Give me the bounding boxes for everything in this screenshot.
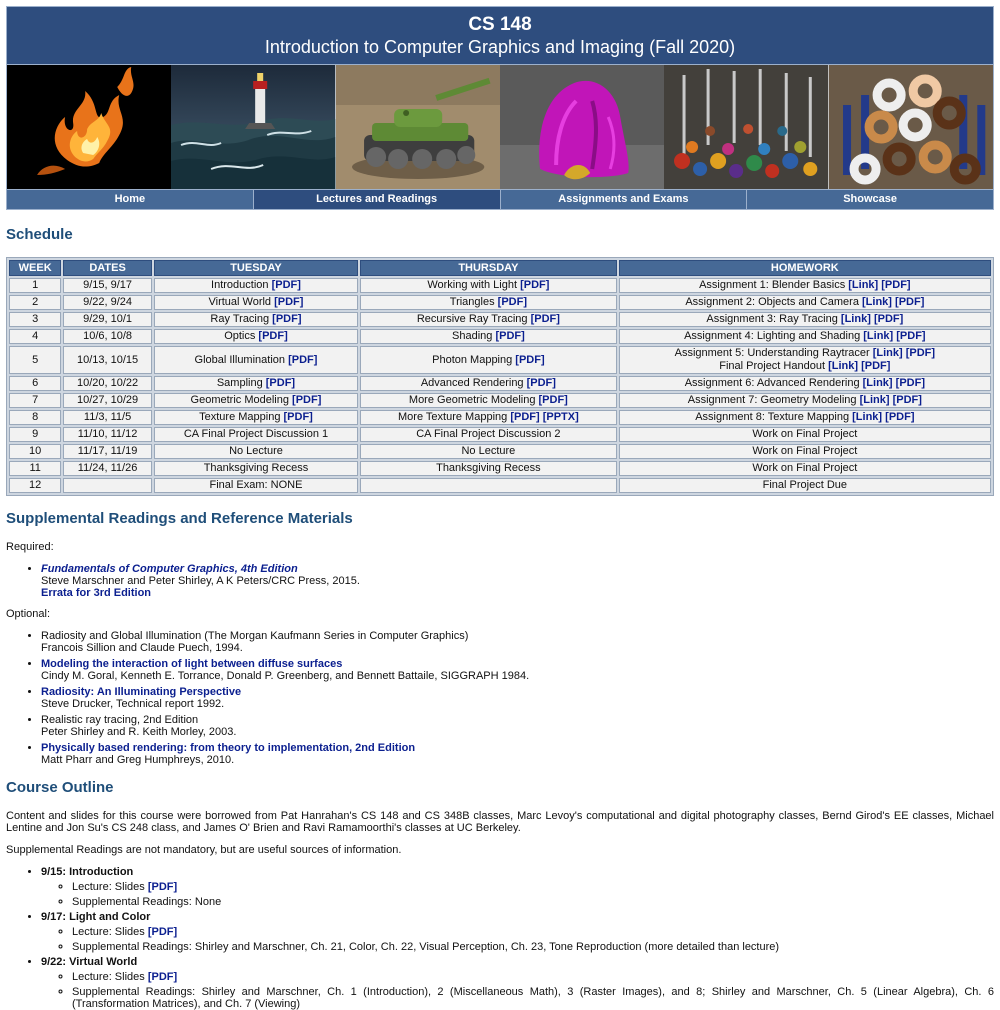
pdf-link[interactable]: [PDF] [288, 353, 318, 366]
dates-cell: 11/3, 11/5 [63, 410, 152, 425]
lecture-text: Lecture: Slides [72, 881, 148, 893]
tuesday-text: Final Exam: NONE [209, 479, 303, 491]
readings-line: ◦ Supplemental Readings: Shirley and Marschner, Ch. 1 (Introduction), 2 (Miscellaneous Math), 3 (Raster Images), and 8; Shirley and Marschner, Ch. 5 (Linear Algebra), Ch. 6 (Transformation Matrices), and Ch. 7 (Viewing) [72, 986, 994, 1010]
week-cell: 12 [9, 478, 61, 493]
tuesday-text: Texture Mapping [199, 411, 284, 423]
tuesday-cell [154, 329, 358, 344]
optional-list [6, 630, 994, 766]
tuesday-cell [154, 444, 358, 459]
header-thursday: THURSDAY [360, 260, 617, 276]
homework-text: Assignment 4: Lighting and Shading [684, 330, 864, 342]
homework-cell [619, 444, 991, 459]
thursday-text: No Lecture [461, 445, 516, 457]
pptx-link[interactable]: [PPTX] [542, 411, 579, 423]
errata-link[interactable]: Errata for 3rd Edition [41, 587, 152, 599]
homework-text: Assignment 1: Blender Basics [699, 279, 849, 291]
schedule-row [9, 444, 991, 459]
homework-text: Final Project Due [762, 479, 848, 491]
week-cell: 9 [9, 427, 61, 442]
link-link[interactable]: [Link] [863, 330, 894, 342]
week-cell: 8 [9, 410, 61, 425]
link-link[interactable]: [Link] [828, 360, 859, 372]
course-outline-heading: Course Outline [6, 779, 114, 796]
schedule-row [9, 312, 991, 327]
homework-text: Work on Final Project [752, 445, 858, 457]
slides-pdf-link[interactable]: [PDF] [147, 971, 178, 983]
homework-cell [619, 427, 991, 442]
pdf-link[interactable]: [PDF] [283, 411, 313, 423]
pdf-link[interactable]: [PDF] [896, 330, 926, 342]
thursday-text: Shading [452, 330, 496, 342]
course-banner [6, 6, 994, 65]
homework-text: Assignment 5: Understanding Raytracer [674, 347, 873, 359]
reference-item [41, 630, 994, 654]
schedule-row [9, 427, 991, 442]
homework-cell [619, 295, 991, 310]
lecture-line [72, 926, 994, 938]
homework-text: Assignment 2: Objects and Camera [685, 296, 863, 308]
homework-text: Assignment 8: Texture Mapping [695, 411, 853, 423]
tuesday-text: Introduction [211, 279, 272, 291]
image-strip [6, 65, 994, 189]
dates-cell: 9/15, 9/17 [63, 278, 152, 293]
schedule-body [9, 278, 991, 493]
week-cell: 5 [9, 346, 61, 374]
tuesday-text: Global Illumination [194, 353, 289, 366]
reference-item [41, 714, 994, 738]
week-cell: 6 [9, 376, 61, 391]
tuesday-cell [154, 295, 358, 310]
homework-cell [619, 376, 991, 391]
schedule-row [9, 478, 991, 493]
pdf-link[interactable]: [PDF] [892, 394, 922, 406]
thursday-cell [360, 278, 617, 293]
thursday-text: Recursive Ray Tracing [416, 313, 531, 325]
thursday-cell [360, 427, 617, 442]
header-week: WEEK [9, 260, 61, 276]
tuesday-cell [154, 376, 358, 391]
header-dates: DATES [63, 260, 152, 276]
nav-showcase[interactable]: Showcase [747, 190, 993, 209]
link-link[interactable]: [Link] [862, 296, 892, 308]
pdf-link[interactable]: [PDF] [515, 353, 545, 366]
outline-item [41, 866, 994, 908]
thursday-cell [360, 376, 617, 391]
week-cell: 3 [9, 312, 61, 327]
tank-image [336, 65, 500, 189]
slides-pdf-link[interactable]: [PDF] [147, 926, 178, 938]
homework-cell [619, 329, 991, 344]
nav-home[interactable]: Home [7, 190, 253, 209]
outline-sublist [41, 971, 994, 1010]
thursday-text: Advanced Rendering [420, 377, 527, 389]
thursday-text: Photon Mapping [432, 353, 516, 366]
outline-item [41, 956, 994, 1010]
lecture-text: Lecture: Slides [72, 971, 148, 983]
homework-cell [619, 346, 991, 374]
pdf-link[interactable]: [PDF] [538, 394, 568, 406]
pdf-link[interactable]: [PDF] [271, 279, 301, 291]
pdf-link[interactable]: [PDF] [265, 377, 296, 389]
pdf-link[interactable]: [PDF] [526, 377, 556, 389]
thursday-text: CA Final Project Discussion 2 [416, 428, 561, 440]
dates-cell: 10/13, 10/15 [63, 346, 152, 374]
thursday-cell [360, 329, 617, 344]
thursday-cell [360, 444, 617, 459]
outline-readings-note: Supplemental Readings are not mandatory, but are useful sources of information. [6, 844, 402, 856]
schedule-row [9, 393, 991, 408]
fire-image [7, 65, 171, 189]
readings-line: ◦ Supplemental Readings: Shirley and Marschner, Ch. 21, Color, Ch. 22, Visual Perception, Ch. 23, Tone Reproduction (more detailed than lecture) [72, 941, 994, 953]
outline-item [41, 911, 994, 953]
nav-assignments-and-exams[interactable]: Assignments and Exams [501, 190, 747, 209]
thursday-text: More Texture Mapping [398, 411, 511, 423]
tuesday-cell [154, 410, 358, 425]
lecture-line [72, 971, 994, 983]
pdf-link[interactable]: [PDF] [861, 360, 891, 372]
week-cell: 2 [9, 295, 61, 310]
dates-cell: 9/22, 9/24 [63, 295, 152, 310]
thursday-cell [360, 478, 617, 493]
schedule-row [9, 376, 991, 391]
reference-item [41, 742, 994, 766]
reference-title-link[interactable]: Modeling the interaction of light between diffuse surfaces [41, 658, 343, 670]
thursday-text: More Geometric Modeling [408, 394, 539, 406]
pdf-link[interactable]: [PDF] [510, 411, 540, 423]
schedule-row [9, 346, 991, 374]
tuesday-text: CA Final Project Discussion 1 [183, 428, 329, 440]
tuesday-text: Ray Tracing [210, 313, 273, 325]
outline-sublist [41, 881, 994, 908]
readings-line: ◦ Supplemental Readings: None [72, 896, 994, 908]
pdf-link[interactable]: [PDF] [530, 313, 560, 325]
thursday-text: Working with Light [427, 279, 521, 291]
dates-cell: 10/20, 10/22 [63, 376, 152, 391]
thursday-cell [360, 461, 617, 476]
tuesday-text: Virtual World [208, 296, 275, 308]
thursday-cell [360, 410, 617, 425]
reference-detail: Cindy M. Goral, Kenneth E. Torrance, Donald P. Greenberg, and Bennett Battaile, SIGGRAPH 1984. [41, 670, 530, 682]
reference-item [41, 658, 994, 682]
schedule-row [9, 278, 991, 293]
outline-item-title: 9/15: Introduction [41, 866, 134, 878]
homework-cell [619, 478, 991, 493]
link-link[interactable]: [Link] [862, 377, 893, 389]
homework-text: Assignment 6: Advanced Rendering [684, 377, 863, 389]
pdf-link[interactable]: [PDF] [274, 296, 304, 308]
pdf-link[interactable]: [PDF] [292, 394, 322, 406]
homework-text: Assignment 7: Geometry Modeling [687, 394, 860, 406]
tuesday-cell [154, 461, 358, 476]
course-title: CS 148 [468, 14, 532, 35]
lecture-text: Lecture: Slides [72, 926, 148, 938]
header-tuesday: TUESDAY [154, 260, 358, 276]
schedule-row [9, 329, 991, 344]
nav-lectures-and-readings[interactable]: Lectures and Readings [254, 190, 500, 209]
outline-sublist [41, 926, 994, 953]
reference-title: Radiosity and Global Illumination (The Morgan Kaufmann Series in Computer Graphics) [41, 630, 469, 642]
course-subtitle: Introduction to Computer Graphics and Imaging (Fall 2020) [264, 37, 736, 57]
tuesday-text: Optics [224, 330, 259, 342]
tuesday-cell [154, 346, 358, 374]
tuesday-cell [154, 427, 358, 442]
tuesday-cell [154, 478, 358, 493]
magenta-cloth-image [500, 65, 664, 189]
main-nav [6, 189, 994, 210]
outline-list [6, 866, 994, 1010]
week-cell: 7 [9, 393, 61, 408]
schedule-row [9, 461, 991, 476]
pdf-link[interactable]: [PDF] [272, 313, 302, 325]
week-cell: 4 [9, 329, 61, 344]
link-link[interactable]: [Link] [848, 279, 879, 291]
tuesday-cell [154, 393, 358, 408]
homework-cell [619, 410, 991, 425]
reference-detail: Steve Marschner and Peter Shirley, A K Peters/CRC Press, 2015. [41, 575, 360, 587]
week-cell: 1 [9, 278, 61, 293]
tuesday-cell [154, 312, 358, 327]
pdf-link[interactable]: [PDF] [495, 330, 525, 342]
thursday-text: Thanksgiving Recess [436, 462, 541, 474]
dates-cell: 11/24, 11/26 [63, 461, 152, 476]
reference-title-link[interactable]: Fundamentals of Computer Graphics, 4th Edition [41, 563, 298, 575]
toy-pile-image [664, 65, 828, 189]
homework-text: Work on Final Project [752, 462, 858, 474]
link-link[interactable]: [Link] [852, 411, 883, 423]
homework-cell [619, 393, 991, 408]
homework-text: Assignment 3: Ray Tracing [706, 313, 841, 325]
tuesday-cell [154, 278, 358, 293]
homework-cell [619, 278, 991, 293]
week-cell: 10 [9, 444, 61, 459]
reference-title: Realistic ray tracing, 2nd Edition [41, 714, 199, 726]
dates-cell: 11/10, 11/12 [63, 427, 152, 442]
tuesday-text: Sampling [216, 377, 266, 389]
reference-title-link[interactable]: Physically based rendering: from theory to implementation, 2nd Edition [41, 742, 416, 754]
thursday-cell [360, 312, 617, 327]
week-cell: 11 [9, 461, 61, 476]
homework-text: Final Project Handout [719, 360, 829, 372]
pdf-link[interactable]: [PDF] [885, 411, 915, 423]
reference-title-link[interactable]: Radiosity: An Illuminating Perspective [41, 686, 242, 698]
link-link[interactable]: [Link] [859, 394, 890, 406]
homework-cell [619, 461, 991, 476]
pdf-link[interactable]: [PDF] [895, 377, 925, 389]
pdf-link[interactable]: [PDF] [905, 347, 936, 359]
tuesday-text: Geometric Modeling [190, 394, 293, 406]
homework-text: Work on Final Project [752, 428, 858, 440]
thursday-cell [360, 295, 617, 310]
schedule-heading: Schedule [6, 226, 73, 243]
schedule-row [9, 410, 991, 425]
schedule-header-row [9, 260, 991, 276]
supplemental-heading: Supplemental Readings and Reference Materials [6, 510, 353, 527]
schedule-row [9, 295, 991, 310]
pdf-link[interactable]: [PDF] [497, 296, 527, 308]
pdf-link[interactable]: [PDF] [873, 313, 904, 325]
dates-cell: 10/27, 10/29 [63, 393, 152, 408]
reference-detail: Matt Pharr and Greg Humphreys, 2010. [41, 754, 235, 766]
tuesday-text: No Lecture [229, 445, 283, 457]
link-link[interactable]: [Link] [840, 313, 871, 325]
reference-detail: Peter Shirley and R. Keith Morley, 2003. [41, 726, 237, 738]
slides-pdf-link[interactable]: [PDF] [147, 881, 178, 893]
dates-cell [63, 478, 152, 493]
dates-cell: 9/29, 10/1 [63, 312, 152, 327]
required-label: Required: [6, 541, 54, 553]
required-list [6, 563, 994, 599]
reference-item [41, 686, 994, 710]
reference-item [41, 563, 994, 599]
pdf-link[interactable]: [PDF] [881, 279, 911, 291]
homework-cell [619, 312, 991, 327]
outline-item-title: 9/17: Light and Color [41, 911, 151, 923]
donut-pile-image [829, 65, 993, 189]
dates-cell: 11/17, 11/19 [63, 444, 152, 459]
tuesday-text: Thanksgiving Recess [203, 462, 309, 474]
schedule-table [6, 257, 994, 496]
lecture-line [72, 881, 994, 893]
outline-item-title: 9/22: Virtual World [41, 956, 138, 968]
reference-detail: Steve Drucker, Technical report 1992. [41, 698, 225, 710]
outline-credits-paragraph: Content and slides for this course were borrowed from Pat Hanrahan's CS 148 and CS 348B classes, Marc Levoy's computational and digital photography classes, Bernd Girod's EE classes, Michael Lentine and Jon Su's CS 248 class, and James O' Brien and Ravi Ramamoorthi's classes at UC Berkeley. [6, 810, 994, 834]
thursday-cell [360, 393, 617, 408]
link-link[interactable]: [Link] [872, 347, 903, 359]
header-homework: HOMEWORK [619, 260, 991, 276]
lighthouse-ocean-image [171, 65, 335, 189]
thursday-text: Triangles [449, 296, 498, 308]
pdf-link[interactable]: [PDF] [258, 330, 288, 342]
pdf-link[interactable]: [PDF] [895, 296, 925, 308]
dates-cell: 10/6, 10/8 [63, 329, 152, 344]
optional-label: Optional: [6, 608, 51, 620]
reference-detail: Francois Sillion and Claude Puech, 1994. [41, 642, 243, 654]
pdf-link[interactable]: [PDF] [520, 279, 550, 291]
thursday-cell [360, 346, 617, 374]
